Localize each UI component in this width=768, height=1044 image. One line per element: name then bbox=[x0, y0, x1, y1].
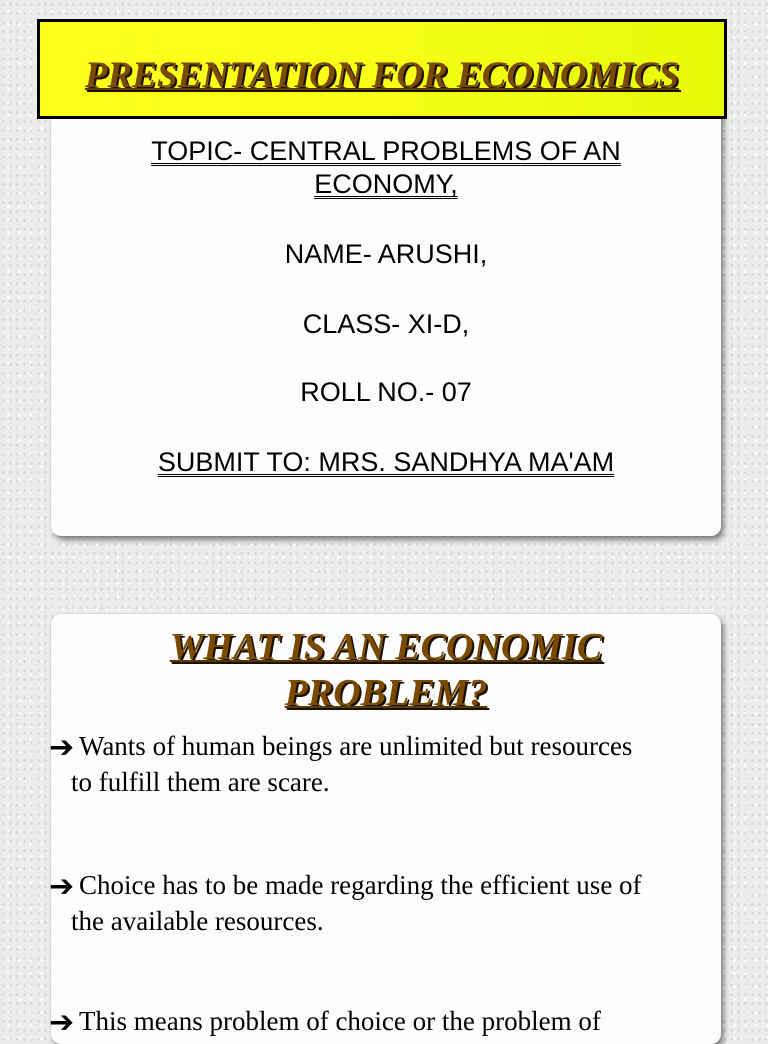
name-line: NAME- ARUSHI, bbox=[284, 239, 488, 269]
arrow-right-icon: ➔ bbox=[49, 1005, 75, 1040]
bullet-text-line-1: Choice has to be made regarding the efficient use of bbox=[79, 870, 642, 900]
bullet-text-line-1: This means problem of choice or the problem of bbox=[79, 1006, 601, 1036]
bullet-item bbox=[49, 1004, 731, 1040]
bullet-text-line-1: Wants of human beings are unlimited but resources bbox=[79, 731, 633, 761]
class-line: CLASS- XI-D, bbox=[302, 309, 470, 339]
slide-1-title-box bbox=[37, 19, 727, 119]
slide-2-title-line-1: WHAT IS AN ECONOMIC bbox=[169, 626, 603, 668]
slide-2-title-line-2: PROBLEM? bbox=[284, 672, 488, 714]
bullet-text-line-2: the available resources. bbox=[71, 906, 324, 936]
roll-no-line: ROLL NO.- 07 bbox=[300, 377, 472, 407]
arrow-right-icon: ➔ bbox=[49, 730, 75, 765]
topic-line-1: TOPIC- CENTRAL PROBLEMS OF AN bbox=[151, 136, 621, 166]
slide-1-title: PRESENTATION FOR ECONOMICS bbox=[84, 55, 680, 96]
arrow-right-icon: ➔ bbox=[49, 869, 75, 904]
bullet-item bbox=[49, 868, 731, 938]
bullet-text-line-2: to fulfill them are scare. bbox=[71, 767, 330, 797]
submit-to-line: SUBMIT TO: MRS. SANDHYA MA'AM bbox=[157, 447, 615, 477]
bullet-item bbox=[49, 729, 731, 799]
slide-2-title bbox=[51, 624, 721, 716]
topic-line-2: ECONOMY, bbox=[314, 169, 458, 199]
